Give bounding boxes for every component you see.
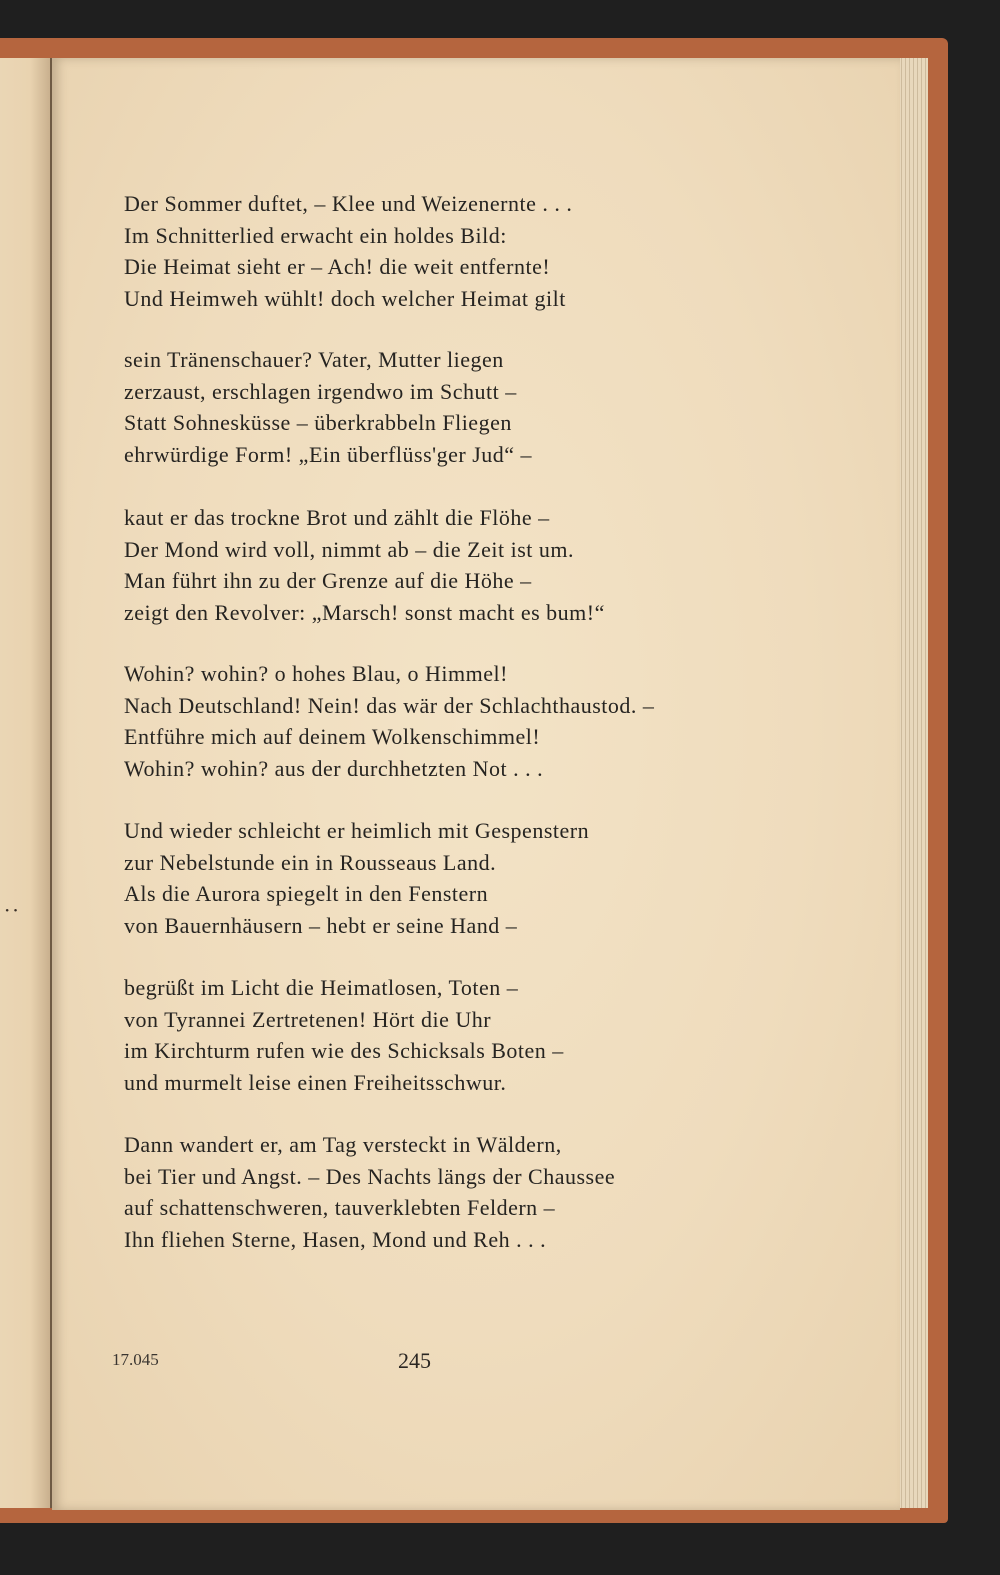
page-number: 245 — [398, 1348, 431, 1373]
poem-line: zerzaust, erschlagen irgendwo im Schutt – — [124, 378, 517, 404]
poem-line: Dann wandert er, am Tag versteckt in Wäldern, — [124, 1132, 562, 1157]
poem-line: im Kirchturm rufen wie des Schicksals Boten – — [124, 1038, 564, 1063]
poem-line: Als die Aurora spiegelt in den Fenstern — [124, 881, 489, 906]
stanza-7 — [124, 1129, 615, 1255]
page-edges — [898, 58, 928, 1508]
poem-line: Man führt ihn zu der Grenze auf die Höhe – — [124, 568, 532, 593]
poem-line: von Bauernhäusern – hebt er seine Hand – — [124, 912, 518, 938]
stanza-3 — [124, 502, 605, 628]
poem-line: Im Schnitterlied erwacht ein holdes Bild: — [124, 222, 507, 248]
poem-line: Der Mond wird voll, nimmt ab – die Zeit ist um. — [124, 536, 575, 562]
poem-line: Und Heimweh wühlt! doch welcher Heimat gilt — [124, 285, 566, 311]
poem-line: Entführe mich auf deinem Wolkenschimmel! — [124, 724, 541, 749]
poem-line: Wohin? wohin? aus der durchhetzten Not . . . — [124, 755, 544, 781]
stanza-4 — [124, 658, 654, 784]
poem-line: Ihn fliehen Sterne, Hasen, Mond und Reh . . . — [124, 1226, 547, 1252]
left-page-marks: ·· — [4, 898, 21, 922]
poem-line: auf schattenschweren, tauverklebten Feldern – — [124, 1195, 556, 1220]
poem-line: zeigt den Revolver: „Marsch! sonst macht es bum!“ — [124, 599, 605, 625]
poem-line: Wohin? wohin? o hohes Blau, o Himmel! — [124, 661, 508, 686]
poem-line: zur Nebelstunde ein in Rousseaus Land. — [124, 849, 497, 875]
stanza-6 — [124, 972, 564, 1098]
poem-line: Die Heimat sieht er – Ach! die weit entfernte! — [124, 254, 551, 279]
book-page — [52, 58, 900, 1510]
poem-line: Nach Deutschland! Nein! das wär der Schlachthaustod. – — [124, 692, 655, 718]
poem-line: begrüßt im Licht die Heimatlosen, Toten – — [124, 975, 519, 1000]
poem-line: von Tyrannei Zertretenen! Hört die Uhr — [124, 1006, 492, 1032]
poem-line: bei Tier und Angst. – Des Nachts längs der Chaussee — [124, 1163, 616, 1189]
poem-line: Der Sommer duftet, – Klee und Weizenernte . . . — [124, 191, 573, 216]
left-page-edge — [0, 58, 52, 1508]
poem-line: sein Tränenschauer? Vater, Mutter liegen — [124, 347, 504, 372]
poem-line: Statt Sohnesküsse – überkrabbeln Fliegen — [124, 410, 512, 435]
poem-line: Und wieder schleicht er heimlich mit Gespenstern — [124, 818, 590, 843]
stanza-5 — [124, 815, 589, 941]
signature-mark: 17.045 — [112, 1350, 159, 1369]
poem-line: ehrwürdige Form! „Ein überflüss'ger Jud“ – — [124, 441, 533, 467]
poem-line: kaut er das trockne Brot und zählt die Flöhe – — [124, 505, 550, 530]
poem-line: und murmelt leise einen Freiheitsschwur. — [124, 1069, 507, 1095]
stanza-2 — [124, 344, 532, 470]
stanza-1 — [124, 188, 572, 314]
